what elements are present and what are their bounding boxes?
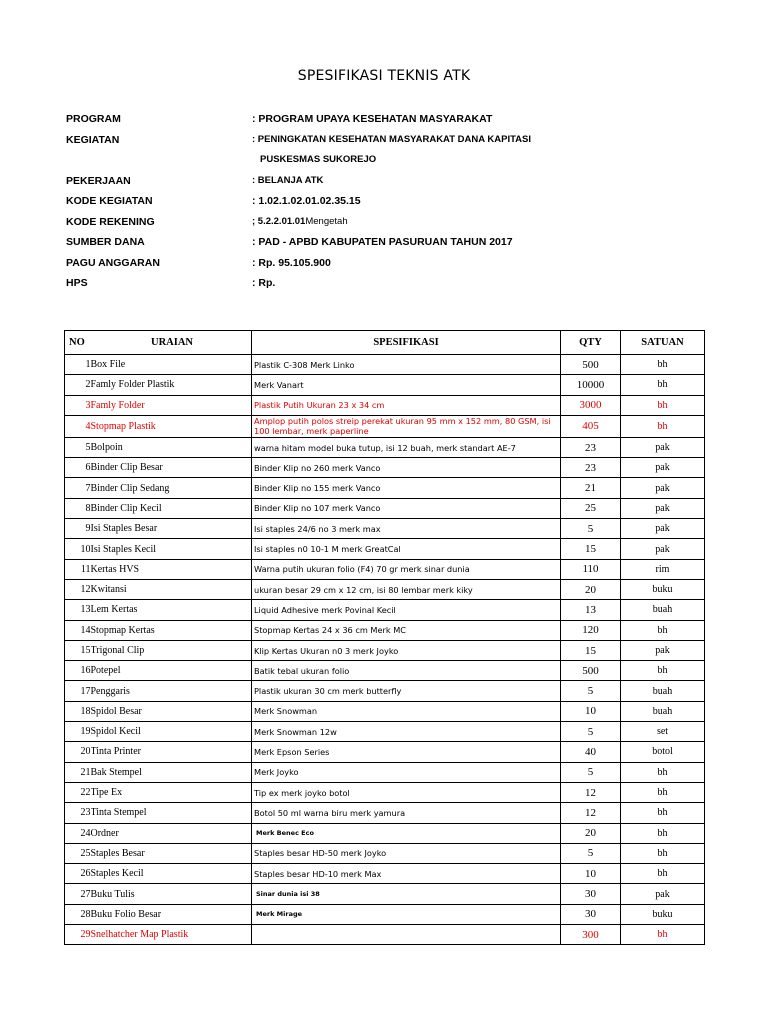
cell-no: 17 [65, 681, 91, 701]
cell-satuan: set [621, 722, 705, 742]
cell-satuan: bh [621, 843, 705, 863]
cell-uraian: Kwitansi [91, 579, 252, 599]
cell-no: 21 [65, 762, 91, 782]
cell-no: 24 [65, 823, 91, 843]
table-row [65, 437, 705, 457]
table-row [65, 559, 705, 579]
table-row [65, 681, 705, 701]
cell-uraian: Potepel [91, 661, 252, 681]
cell-qty: 405 [561, 415, 621, 437]
cell-uraian: Spidol Besar [91, 701, 252, 721]
meta-kode-kegiatan-value: : 1.02.1.02.01.02.35.15 [252, 195, 361, 207]
table-row [65, 395, 705, 415]
table-row [65, 478, 705, 498]
cell-satuan: bh [621, 925, 705, 945]
cell-qty: 5 [561, 519, 621, 539]
meta-pekerjaan-label: PEKERJAAN [66, 174, 131, 187]
cell-no: 1 [65, 355, 91, 375]
cell-qty: 23 [561, 458, 621, 478]
cell-spesifikasi: Klip Kertas Ukuran n0 3 merk Joyko [252, 640, 561, 660]
cell-spesifikasi: Binder Klip no 155 merk Vanco [252, 478, 561, 498]
cell-satuan: pak [621, 519, 705, 539]
cell-spesifikasi: Plastik C-308 Merk Linko [252, 355, 561, 375]
cell-satuan: pak [621, 884, 705, 904]
meta-kegiatan-cont [66, 149, 726, 170]
cell-satuan: buku [621, 904, 705, 924]
cell-spesifikasi: Botol 50 ml warna biru merk yamura [252, 803, 561, 823]
cell-spesifikasi: Batik tebal ukuran folio [252, 661, 561, 681]
cell-satuan: botol [621, 742, 705, 762]
cell-no: 20 [65, 742, 91, 762]
cell-spesifikasi: Stopmap Kertas 24 x 36 cm Merk MC [252, 620, 561, 640]
table-row [65, 803, 705, 823]
cell-spesifikasi: Merk Epson Series [252, 742, 561, 762]
cell-uraian: Lem Kertas [91, 600, 252, 620]
meta-hps [66, 272, 726, 293]
cell-no: 28 [65, 904, 91, 924]
cell-qty: 5 [561, 843, 621, 863]
cell-spesifikasi: Sinar dunia isi 38 [252, 884, 561, 904]
cell-qty: 5 [561, 681, 621, 701]
table-header-row [65, 331, 705, 355]
cell-no: 11 [65, 559, 91, 579]
cell-no: 25 [65, 843, 91, 863]
cell-spesifikasi: Plastik Putih Ukuran 23 x 34 cm [252, 395, 561, 415]
cell-satuan: pak [621, 478, 705, 498]
cell-qty: 12 [561, 782, 621, 802]
cell-qty: 300 [561, 925, 621, 945]
meta-program-label: PROGRAM [66, 113, 121, 125]
cell-qty: 13 [561, 600, 621, 620]
cell-uraian: Staples Kecil [91, 864, 252, 884]
meta-kode-rekening-label: KODE REKENING [66, 215, 155, 228]
cell-spesifikasi: Staples besar HD-10 merk Max [252, 864, 561, 884]
cell-no: 5 [65, 437, 91, 457]
meta-pagu-anggaran [66, 252, 726, 273]
cell-qty: 10 [561, 864, 621, 884]
cell-spesifikasi: Amplop putih polos streip perekat ukuran 95 mm x 152 mm, 80 GSM, isi 100 lembar, merk paperline [252, 415, 561, 437]
table-row [65, 375, 705, 395]
cell-spesifikasi: Isi staples 24/6 no 3 merk max [252, 519, 561, 539]
cell-uraian: Staples Besar [91, 843, 252, 863]
cell-satuan: buah [621, 600, 705, 620]
cell-uraian: Buku Folio Besar [91, 904, 252, 924]
table-row [65, 498, 705, 518]
cell-no: 12 [65, 579, 91, 599]
meta-section [66, 108, 726, 293]
meta-program-value: : PROGRAM UPAYA KESEHATAN MASYARAKAT [252, 113, 493, 125]
table-row [65, 539, 705, 559]
table-row [65, 640, 705, 660]
table-row [65, 661, 705, 681]
cell-spesifikasi: Merk Snowman [252, 701, 561, 721]
table-row [65, 722, 705, 742]
table-row [65, 458, 705, 478]
spec-table [64, 330, 705, 945]
meta-sumber-dana-value: : PAD - APBD KABUPATEN PASURUAN TAHUN 2017 [252, 236, 513, 248]
table-row [65, 782, 705, 802]
cell-uraian: Isi Staples Kecil [91, 539, 252, 559]
cell-uraian: Tipe Ex [91, 782, 252, 802]
meta-sumber-dana [66, 231, 726, 252]
meta-kegiatan-value: : PENINGKATAN KESEHATAN MASYARAKAT DANA KAPITASI [252, 133, 532, 145]
cell-spesifikasi: Plastik ukuran 30 cm merk butterfly [252, 681, 561, 701]
cell-qty: 3000 [561, 395, 621, 415]
cell-satuan: pak [621, 498, 705, 518]
meta-pekerjaan-value: : BELANJA ATK [252, 174, 324, 186]
table-row [65, 884, 705, 904]
meta-pagu-anggaran-label: PAGU ANGGARAN [66, 256, 160, 269]
table-row [65, 355, 705, 375]
cell-qty: 30 [561, 904, 621, 924]
cell-no: 26 [65, 864, 91, 884]
cell-qty: 10000 [561, 375, 621, 395]
cell-uraian: Ordner [91, 823, 252, 843]
cell-satuan: buku [621, 579, 705, 599]
meta-hps-value: : Rp. [252, 277, 276, 289]
cell-qty: 120 [561, 620, 621, 640]
cell-qty: 40 [561, 742, 621, 762]
cell-uraian: Tinta Printer [91, 742, 252, 762]
table-row [65, 701, 705, 721]
table-row [65, 843, 705, 863]
cell-spesifikasi: Merk Mirage [252, 904, 561, 924]
cell-uraian: Trigonal Clip [91, 640, 252, 660]
cell-spesifikasi: Binder Klip no 260 merk Vanco [252, 458, 561, 478]
cell-spesifikasi: ukuran besar 29 cm x 12 cm, isi 80 lembar merk kiky [252, 579, 561, 599]
cell-qty: 30 [561, 884, 621, 904]
cell-no: 7 [65, 478, 91, 498]
cell-spesifikasi: Binder Klip no 107 merk Vanco [252, 498, 561, 518]
meta-kegiatan-value2: PUSKESMAS SUKOREJO [260, 154, 377, 165]
cell-satuan: buah [621, 701, 705, 721]
cell-uraian: Famly Folder Plastik [91, 375, 252, 395]
meta-hps-label: HPS [66, 277, 88, 289]
meta-kegiatan-label: KEGIATAN [66, 133, 120, 146]
meta-kode-rekening-suffix: Mengetah [305, 215, 348, 227]
cell-satuan: bh [621, 415, 705, 437]
cell-qty: 15 [561, 640, 621, 660]
cell-satuan: pak [621, 640, 705, 660]
cell-no: 6 [65, 458, 91, 478]
table-row [65, 742, 705, 762]
cell-spesifikasi: Isi staples n0 10-1 M merk GreatCal [252, 539, 561, 559]
header-uraian: URAIAN [91, 331, 252, 355]
cell-qty: 20 [561, 823, 621, 843]
cell-spesifikasi: Merk Snowman 12w [252, 722, 561, 742]
cell-no: 13 [65, 600, 91, 620]
cell-qty: 20 [561, 579, 621, 599]
table-row [65, 823, 705, 843]
cell-uraian: Famly Folder [91, 395, 252, 415]
cell-no: 3 [65, 395, 91, 415]
table-row [65, 925, 705, 945]
cell-no: 18 [65, 701, 91, 721]
cell-satuan: bh [621, 620, 705, 640]
meta-pekerjaan [66, 170, 726, 191]
cell-satuan: bh [621, 661, 705, 681]
cell-uraian: Stopmap Kertas [91, 620, 252, 640]
header-satuan: SATUAN [621, 331, 705, 355]
cell-satuan: bh [621, 782, 705, 802]
cell-spesifikasi: Tip ex merk joyko botol [252, 782, 561, 802]
cell-uraian: Tinta Stempel [91, 803, 252, 823]
cell-no: 4 [65, 415, 91, 437]
cell-uraian: Penggaris [91, 681, 252, 701]
cell-satuan: bh [621, 864, 705, 884]
cell-spesifikasi [252, 925, 561, 945]
header-spesifikasi: SPESIFIKASI [252, 331, 561, 355]
cell-uraian: Bak Stempel [91, 762, 252, 782]
table-row [65, 762, 705, 782]
cell-no: 8 [65, 498, 91, 518]
cell-spesifikasi: Merk Benec Eco [252, 823, 561, 843]
meta-kode-rekening-value [252, 216, 348, 227]
cell-no: 9 [65, 519, 91, 539]
cell-uraian: Binder Clip Besar [91, 458, 252, 478]
cell-satuan: bh [621, 823, 705, 843]
cell-spesifikasi: Liquid Adhesive merk Povinal Kecil [252, 600, 561, 620]
cell-satuan: bh [621, 395, 705, 415]
cell-spesifikasi: warna hitam model buka tutup, isi 12 buah, merk standart AE-7 [252, 437, 561, 457]
meta-kegiatan [66, 129, 726, 150]
cell-qty: 25 [561, 498, 621, 518]
cell-qty: 12 [561, 803, 621, 823]
cell-no: 15 [65, 640, 91, 660]
cell-no: 27 [65, 884, 91, 904]
cell-spesifikasi: Merk Vanart [252, 375, 561, 395]
cell-uraian: Snelhatcher Map Plastik [91, 925, 252, 945]
meta-kode-kegiatan-label: KODE KEGIATAN [66, 195, 153, 207]
meta-kode-kegiatan [66, 190, 726, 211]
table-row [65, 415, 705, 437]
cell-qty: 21 [561, 478, 621, 498]
cell-uraian: Isi Staples Besar [91, 519, 252, 539]
cell-satuan: bh [621, 803, 705, 823]
cell-no: 2 [65, 375, 91, 395]
cell-uraian: Spidol Kecil [91, 722, 252, 742]
cell-satuan: bh [621, 762, 705, 782]
cell-qty: 500 [561, 661, 621, 681]
table-row [65, 600, 705, 620]
cell-satuan: rim [621, 559, 705, 579]
cell-uraian: Binder Clip Kecil [91, 498, 252, 518]
cell-uraian: Bolpoin [91, 437, 252, 457]
cell-satuan: pak [621, 539, 705, 559]
page-title: SPESIFIKASI TEKNIS ATK [297, 68, 471, 84]
meta-kode-rekening-number: ; 5.2.2.01.01 [252, 215, 306, 227]
header-qty: QTY [561, 331, 621, 355]
cell-qty: 500 [561, 355, 621, 375]
cell-spesifikasi: Warna putih ukuran folio (F4) 70 gr merk sinar dunia [252, 559, 561, 579]
table-row [65, 904, 705, 924]
cell-no: 16 [65, 661, 91, 681]
table-row [65, 864, 705, 884]
cell-spesifikasi: Staples besar HD-50 merk Joyko [252, 843, 561, 863]
cell-uraian: Binder Clip Sedang [91, 478, 252, 498]
cell-satuan: pak [621, 458, 705, 478]
cell-qty: 10 [561, 701, 621, 721]
cell-satuan: buah [621, 681, 705, 701]
cell-spesifikasi: Merk Joyko [252, 762, 561, 782]
meta-kode-rekening [66, 211, 726, 232]
table-row [65, 579, 705, 599]
table-row [65, 519, 705, 539]
table-row [65, 620, 705, 640]
cell-uraian: Box File [91, 355, 252, 375]
table-body [65, 355, 705, 945]
cell-uraian: Buku Tulis [91, 884, 252, 904]
cell-uraian: Stopmap Plastik [91, 415, 252, 437]
cell-qty: 110 [561, 559, 621, 579]
cell-no: 19 [65, 722, 91, 742]
cell-satuan: pak [621, 437, 705, 457]
meta-sumber-dana-label: SUMBER DANA [66, 236, 145, 248]
cell-no: 22 [65, 782, 91, 802]
cell-satuan: bh [621, 355, 705, 375]
meta-program [66, 108, 726, 129]
cell-no: 10 [65, 539, 91, 559]
header-no: NO [65, 331, 91, 355]
cell-no: 14 [65, 620, 91, 640]
cell-no: 29 [65, 925, 91, 945]
cell-uraian: Kertas HVS [91, 559, 252, 579]
cell-qty: 5 [561, 762, 621, 782]
cell-qty: 15 [561, 539, 621, 559]
meta-pagu-anggaran-value: : Rp. 95.105.900 [252, 256, 331, 269]
cell-qty: 5 [561, 722, 621, 742]
cell-satuan: bh [621, 375, 705, 395]
cell-no: 23 [65, 803, 91, 823]
cell-qty: 23 [561, 437, 621, 457]
